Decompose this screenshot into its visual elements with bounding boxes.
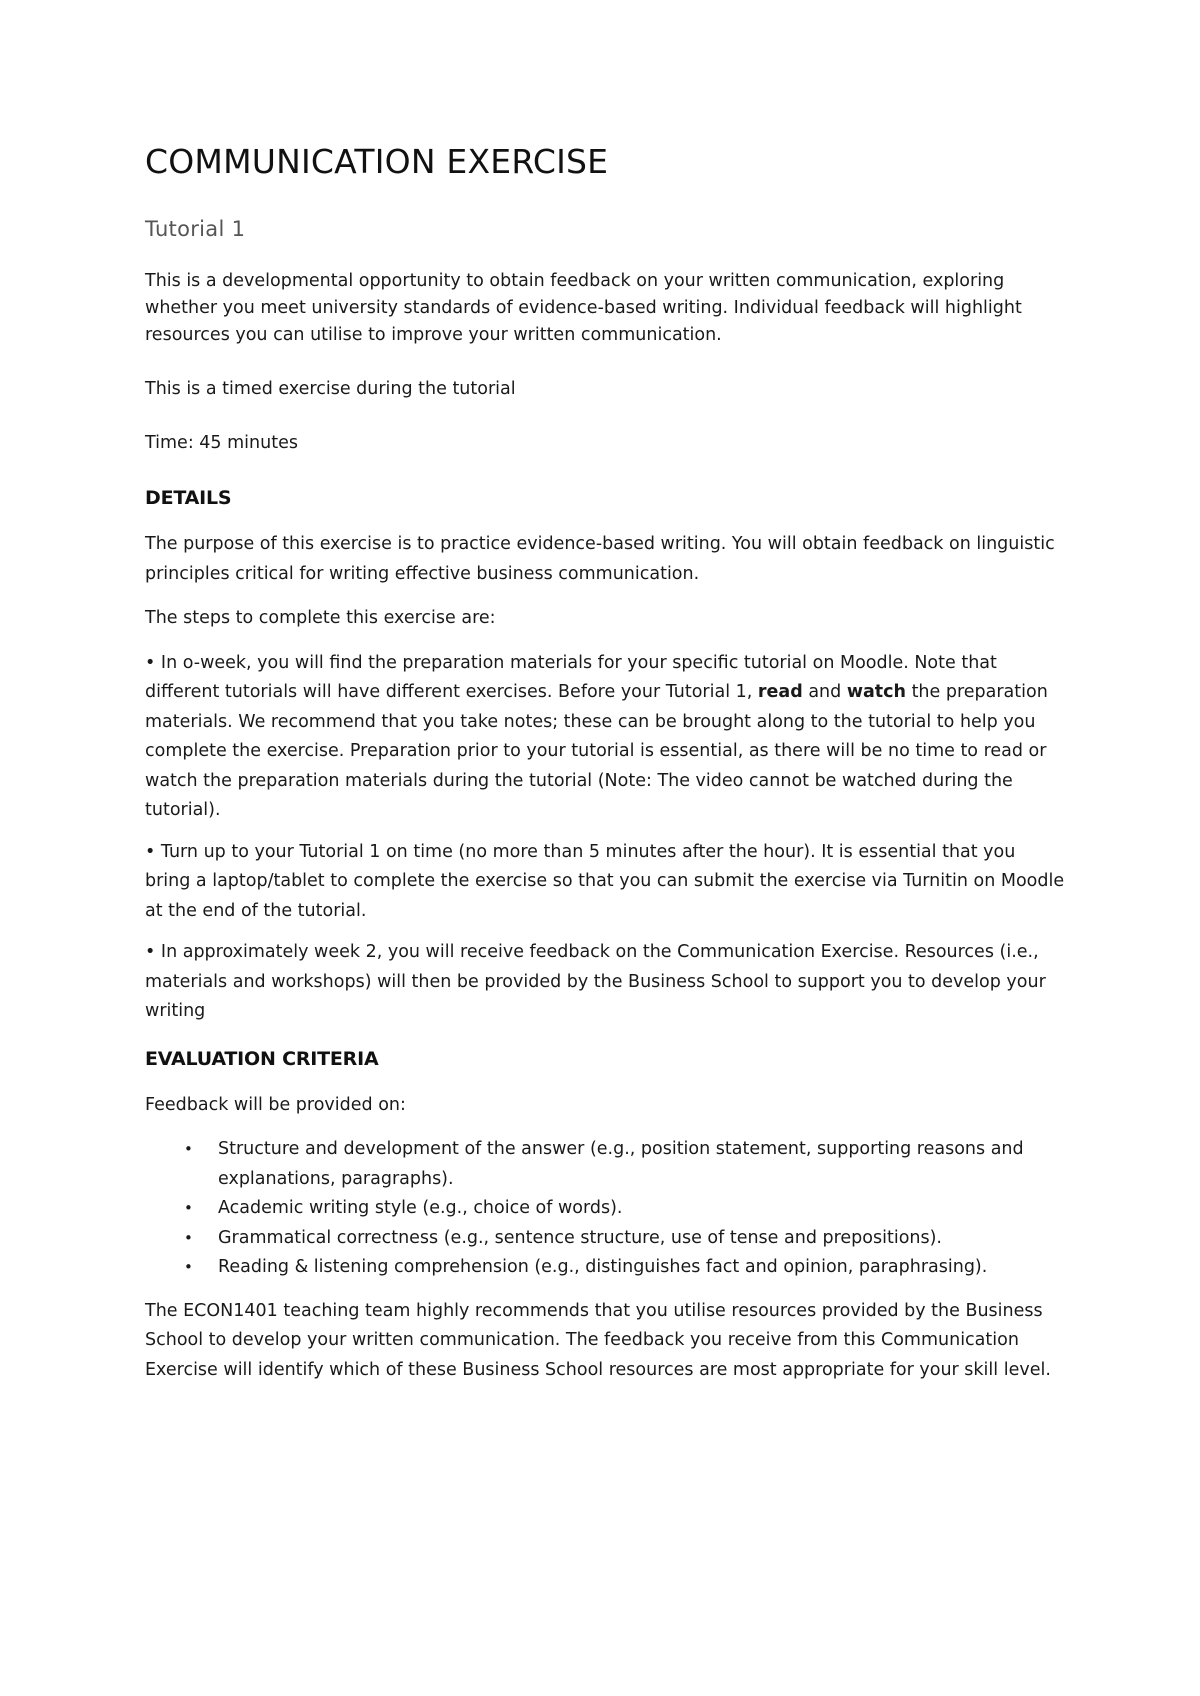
bullet-icon: • bbox=[145, 652, 156, 673]
list-item bbox=[145, 1194, 1065, 1224]
bullet-icon: • bbox=[184, 1140, 193, 1158]
bullet-icon: • bbox=[184, 1228, 193, 1247]
document-subtitle: Tutorial 1 bbox=[145, 217, 246, 241]
criteria-text: Grammatical correctness (e.g., sentence structure, use of tense and prepositions). bbox=[218, 1227, 942, 1248]
purpose-paragraph: The purpose of this exercise is to practice evidence-based writing. You will obtain feedback on linguistic principles critical for writing effective business communication. bbox=[145, 534, 1055, 584]
criteria-text: Reading & listening comprehension (e.g., distinguishes fact and opinion, paraphrasing). bbox=[218, 1257, 988, 1277]
bullet-icon: • bbox=[184, 1199, 193, 1217]
step-item bbox=[145, 649, 1065, 826]
bullet-icon: • bbox=[184, 1258, 193, 1276]
document-page bbox=[145, 140, 1065, 1400]
list-item bbox=[145, 1253, 1065, 1283]
details-heading: DETAILS bbox=[145, 487, 232, 509]
document-title: COMMUNICATION EXERCISE bbox=[145, 142, 609, 181]
step-text-and: and bbox=[802, 682, 847, 702]
timed-note: This is a timed exercise during the tutorial bbox=[145, 379, 516, 399]
emphasis-read: read bbox=[757, 682, 803, 702]
evaluation-intro: Feedback will be provided on: bbox=[145, 1094, 406, 1115]
step-text: Turn up to your Tutorial 1 on time (no more than 5 minutes after the hour). It is essential that you bring a laptop/tablet to complete the exercise so that you can submit the exercise via Turnitin on Moodle at the end of the tutorial. bbox=[145, 841, 1065, 921]
intro-paragraph: This is a developmental opportunity to obtain feedback on your written communication, exploring whether you meet university standards of evidence-based writing. Individual feedback will highlight resources you can utilise to improve your written communication. bbox=[145, 271, 1022, 345]
bullet-icon: • bbox=[145, 841, 156, 862]
criteria-text: Structure and development of the answer (e.g., position statement, supporting reasons and explanations, paragraphs). bbox=[218, 1139, 1024, 1189]
steps-intro: The steps to complete this exercise are: bbox=[145, 608, 496, 628]
step-item bbox=[145, 938, 1065, 1027]
emphasis-watch: watch bbox=[846, 682, 906, 702]
time-limit: Time: 45 minutes bbox=[145, 433, 298, 453]
criteria-list bbox=[145, 1135, 1065, 1283]
bullet-icon: • bbox=[145, 942, 156, 962]
evaluation-heading: EVALUATION CRITERIA bbox=[145, 1047, 379, 1070]
step-text: In approximately week 2, you will receive feedback on the Communication Exercise. Resources (i.e., materials and workshops) will then be provided by the Business School to support you to develop your writing bbox=[145, 942, 1046, 1021]
list-item bbox=[145, 1224, 1065, 1254]
step-text-cont: the preparation materials. We recommend that you take notes; these can be brought along to the tutorial to help you complete the exercise. Preparation prior to your tutorial is essential, as there will be no time to read or watch the preparation materials during the tutorial (Note: The video cannot be watched during the tutorial). bbox=[145, 682, 1048, 820]
step-item bbox=[145, 838, 1065, 927]
step-text: In o-week, you will find the preparation materials for your specific tutorial on Moodle. Note that different tutorials will have different exercises. Before your Tutorial 1, bbox=[145, 652, 997, 702]
closing-paragraph: The ECON1401 teaching team highly recommends that you utilise resources provided by the Business School to develop your written communication. The feedback you receive from this Communication Exercise will identify which of these Business School resources are most appropriate for your skill level. bbox=[145, 1300, 1051, 1380]
criteria-text: Academic writing style (e.g., choice of words). bbox=[218, 1198, 623, 1218]
list-item bbox=[145, 1135, 1065, 1194]
